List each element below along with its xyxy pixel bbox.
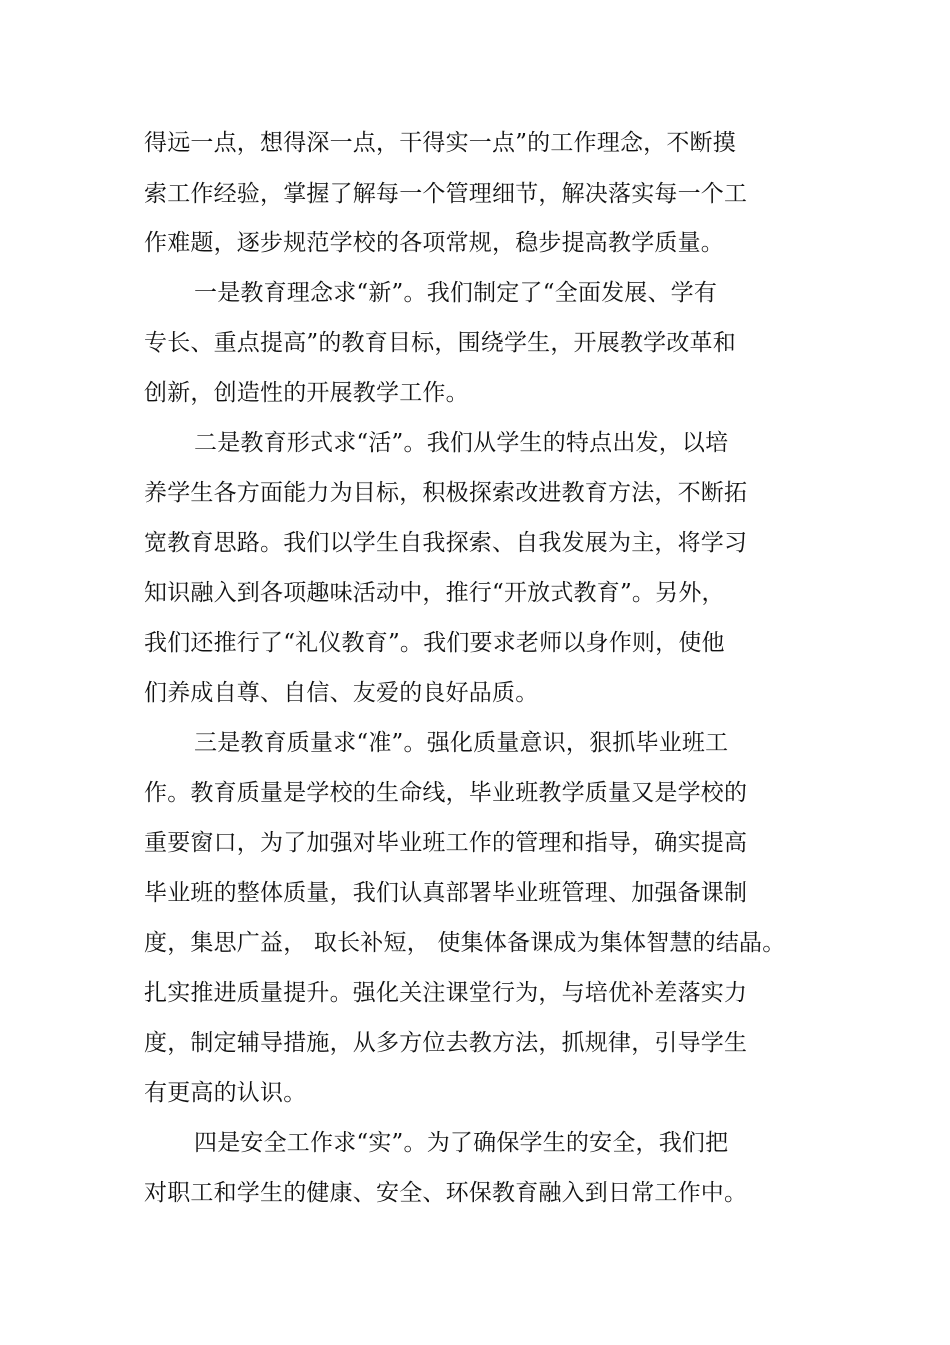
- text-line: 索工作经验，掌握了解每一个管理细节，解决落实每一个工: [144, 181, 748, 207]
- text-line: 创新，创造性的开展教学工作。: [144, 380, 469, 406]
- text-line: 宽教育思路。我们以学生自我探索、自我发展为主，将学习: [144, 530, 748, 556]
- text-line: 对职工和学生的健康、安全、环保教育融入到日常工作中。: [144, 1180, 748, 1206]
- paragraph-2-start: 二是教育形式求“活”。我们从学生的特点出发，以培: [194, 430, 729, 456]
- text-line: 作。教育质量是学校的生命线，毕业班教学质量又是学校的: [144, 780, 748, 806]
- text-line: 专长、重点提高”的教育目标，围绕学生，开展教学改革和: [144, 330, 736, 356]
- text-line: 扎实推进质量提升。强化关注课堂行为，与培优补差落实力: [144, 980, 748, 1006]
- text-line: 我们还推行了“礼仪教育”。我们要求老师以身作则，使他: [144, 630, 725, 656]
- text-line: 得远一点，想得深一点，干得实一点”的工作理念，不断摸: [144, 130, 736, 156]
- text-line: 知识融入到各项趣味活动中，推行“开放式教育”。另外，: [144, 580, 725, 606]
- paragraph-4-start: 四是安全工作求“实”。为了确保学生的安全，我们把: [194, 1130, 729, 1156]
- text-line: 们养成自尊、自信、友爱的良好品质。: [144, 680, 539, 706]
- text-line: 度，制定辅导措施，从多方位去教方法，抓规律，引导学生: [144, 1030, 748, 1056]
- text-line: 毕业班的整体质量，我们认真部署毕业班管理、加强备课制: [144, 880, 748, 906]
- text-line: 养学生各方面能力为目标，积极探索改进教育方法，不断拓: [144, 480, 748, 506]
- text-line: 重要窗口，为了加强对毕业班工作的管理和指导，确实提高: [144, 830, 748, 856]
- text-line: 作难题，逐步规范学校的各项常规，稳步提高教学质量。: [144, 230, 724, 256]
- paragraph-1-start: 一是教育理念求“新”。我们制定了“全面发展、学有: [194, 280, 718, 306]
- text-line: 度，集思广益， 取长补短， 使集体备课成为集体智慧的结晶。: [144, 930, 786, 956]
- text-line: 有更高的认识。: [144, 1080, 307, 1106]
- paragraph-3-start: 三是教育质量求“准”。强化质量意识，狠抓毕业班工: [194, 730, 729, 756]
